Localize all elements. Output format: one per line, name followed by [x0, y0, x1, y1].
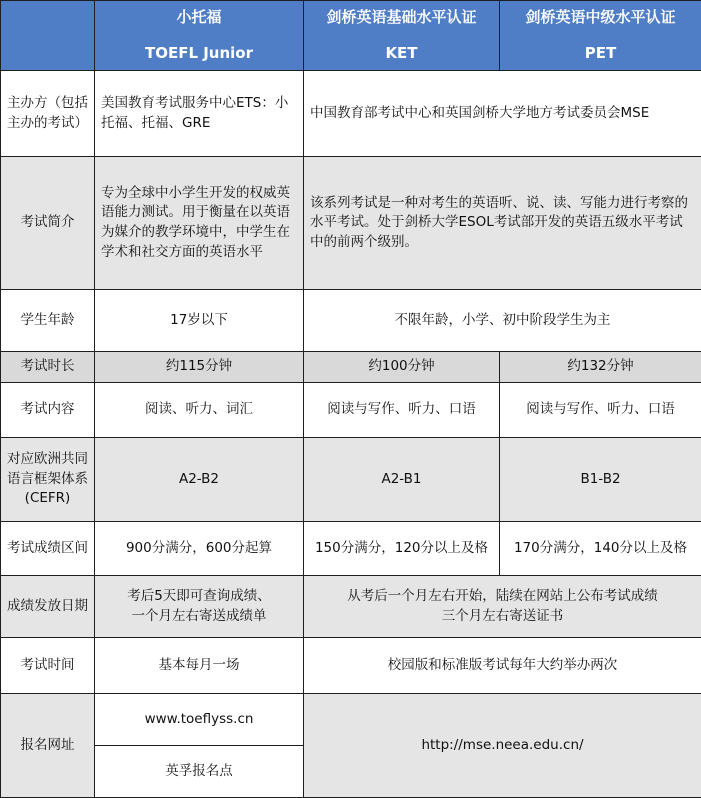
- header-ket: [304, 1, 500, 71]
- score-ket: 150分满分，120分以上及格: [304, 522, 500, 576]
- intro-cambridge: 该系列考试是一种对考生的英语听、说、读、写能力进行考察的水平考试。处于剑桥大学ESOL考试部开发的英语五级水平考试中的前两个级别。: [304, 157, 701, 290]
- row-label-organizer: 主办方（包括主办的考试）: [1, 71, 95, 157]
- header-toefl-en: TOEFL Junior: [101, 43, 297, 65]
- row-label-schedule: 考试时间: [1, 638, 95, 694]
- header-ket-cn: 剑桥英语基础水平认证: [326, 8, 476, 26]
- organizer-cambridge: 中国教育部考试中心和英国剑桥大学地方考试委员会MSE: [304, 71, 701, 157]
- age-cambridge: 不限年龄，小学、初中阶段学生为主: [304, 290, 701, 352]
- row-schedule: [1, 638, 701, 694]
- row-organizer: [1, 71, 701, 157]
- registration-toefl-url[interactable]: www.toeflyss.cn: [95, 694, 304, 746]
- row-label-cefr: 对应欧洲共同语言框架体系(CEFR): [1, 438, 95, 522]
- results-toefl-line2: 一个月左右寄送成绩单: [101, 607, 297, 627]
- row-label-results: 成绩发放日期: [1, 576, 95, 638]
- cefr-ket: A2-B1: [304, 438, 500, 522]
- header-toefl-cn: 小托福: [176, 8, 221, 26]
- row-label-intro: 考试简介: [1, 157, 95, 290]
- registration-cambridge-url[interactable]: http://mse.neea.edu.cn/: [304, 694, 701, 798]
- row-content: [1, 383, 701, 438]
- score-pet: 170分满分，140分以上及格: [500, 522, 701, 576]
- intro-toefl: 专为全球中小学生开发的权威英语能力测试。用于衡量在以英语为媒介的教学环境中，中学生在学术和社交方面的英语水平: [95, 157, 304, 290]
- content-ket: 阅读与写作、听力、口语: [304, 383, 500, 438]
- duration-ket: 约100分钟: [304, 352, 500, 383]
- results-cambridge-line1: 从考后一个月左右开始，陆续在网站上公布考试成绩: [310, 587, 695, 607]
- row-age: [1, 290, 701, 352]
- row-label-content: 考试内容: [1, 383, 95, 438]
- cefr-pet: B1-B2: [500, 438, 701, 522]
- row-score: [1, 522, 701, 576]
- header-pet-cn: 剑桥英语中级水平认证: [525, 8, 675, 26]
- duration-toefl: 约115分钟: [95, 352, 304, 383]
- row-duration: [1, 352, 701, 383]
- registration-toefl-point: 英孚报名点: [95, 746, 304, 798]
- header-corner: [1, 1, 95, 71]
- results-cambridge: [304, 576, 701, 638]
- header-ket-en: KET: [310, 43, 493, 65]
- duration-pet: 约132分钟: [500, 352, 701, 383]
- row-intro: [1, 157, 701, 290]
- row-label-duration: 考试时长: [1, 352, 95, 383]
- header-toefl-junior: [95, 1, 304, 71]
- results-toefl: [95, 576, 304, 638]
- row-label-age: 学生年龄: [1, 290, 95, 352]
- age-toefl: 17岁以下: [95, 290, 304, 352]
- cefr-toefl: A2-B2: [95, 438, 304, 522]
- row-cefr: [1, 438, 701, 522]
- row-label-registration: 报名网址: [1, 694, 95, 798]
- organizer-toefl: 美国教育考试服务中心ETS：小托福、托福、GRE: [95, 71, 304, 157]
- row-registration-1: [1, 694, 701, 746]
- row-results: [1, 576, 701, 638]
- schedule-cambridge: 校园版和标准版考试每年大约举办两次: [304, 638, 701, 694]
- row-label-score: 考试成绩区间: [1, 522, 95, 576]
- score-toefl: 900分满分，600分起算: [95, 522, 304, 576]
- header-pet: [500, 1, 701, 71]
- header-row: [1, 1, 701, 71]
- schedule-toefl: 基本每月一场: [95, 638, 304, 694]
- content-pet: 阅读与写作、听力、口语: [500, 383, 701, 438]
- content-toefl: 阅读、听力、词汇: [95, 383, 304, 438]
- results-cambridge-line2: 三个月左右寄送证书: [310, 607, 695, 627]
- results-toefl-line1: 考后5天即可查询成绩、: [101, 587, 297, 607]
- header-pet-en: PET: [506, 43, 695, 65]
